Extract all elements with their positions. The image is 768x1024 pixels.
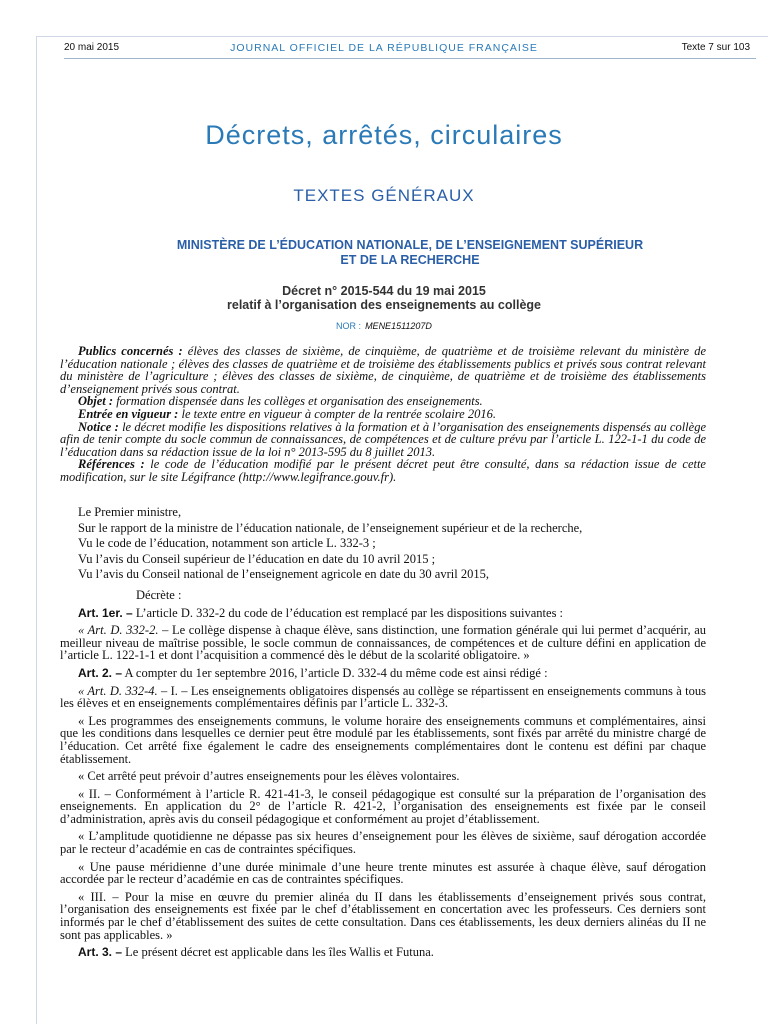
ministry-heading bbox=[60, 238, 760, 268]
decree-summary bbox=[60, 345, 706, 484]
publics-text: élèves des classes de sixième, de cinquième, de quatrième et de troisième relevant du ministère de l’éducation nationale ; élèves des classes de quatrième et de troisième des établissements publics et privés sous contrat relevant du ministère de l’agriculture ; élèves des classes de sixième, de cinquième, de quatrième et de troisième des établissements d’enseignement privés sous contrat. bbox=[60, 344, 706, 396]
article-3-label: Art. 3. – bbox=[78, 945, 123, 960]
publics-label: Publics concernés : bbox=[78, 344, 183, 358]
article-2-quote bbox=[60, 685, 706, 710]
paragraph-ii: « II. – Conformément à l’article R. 421-41-3, le conseil pédagogique est consulté sur la préparation de l’organisation des enseignements. En application du 2° de l’article R. 421-2, l’organisation des enseignements est fixée par le conseil d’administration, après avis du conseil pédagogique et conformément au projet d’établissement. bbox=[60, 786, 706, 826]
notice-label: Notice : bbox=[78, 419, 119, 434]
premier-ministre: Le Premier ministre, bbox=[78, 505, 182, 519]
paragraph-programmes: « Les programmes des enseignements communs, le volume horaire des enseignements communs et complémentaires, ainsi que les conditions dans lesquelles ce dernier peut être modulé par les établissements, sont fixés par arrêté du ministre chargé de l’éducation. Cet arrêté fixe également le cadre des enseignements complémentaires dont le contenu est défini par chaque établissement. bbox=[60, 713, 706, 766]
article-1-text: L’article D. 332-2 du code de l’éducation est remplacé par les dispositions suivantes : bbox=[132, 605, 564, 620]
objet-label: Objet : bbox=[78, 394, 114, 409]
section-title: TEXTES GÉNÉRAUX bbox=[293, 186, 475, 205]
decree-title bbox=[0, 284, 768, 312]
vu-line-2: Vu l’avis du Conseil supérieur de l’éducation en date du 10 avril 2015 ; bbox=[78, 551, 436, 566]
decree-number: Décret n° 2015-544 du 19 mai 2015 bbox=[282, 284, 486, 298]
article-1-label: Art. 1er. – bbox=[78, 605, 133, 620]
article-1-quote-ref: « Art. D. 332-2. – bbox=[78, 623, 169, 638]
article-1 bbox=[60, 607, 706, 620]
decree-subject: relatif à l’organisation des enseignements au collège bbox=[227, 298, 541, 312]
rapport-line: Sur le rapport de la ministre de l’éducation nationale, de l’enseignement supérieur et de la recherche, bbox=[78, 520, 583, 535]
paragraph-arrete: « Cet arrêté peut prévoir d’autres enseignements pour les élèves volontaires. bbox=[78, 769, 460, 784]
nor-label: NOR : bbox=[336, 321, 362, 331]
article-2-label: Art. 2. – bbox=[78, 665, 123, 680]
vu-line-1: Vu le code de l’éducation, notamment son article L. 332-3 ; bbox=[78, 536, 376, 551]
journal-title: JOURNAL OFFICIEL DE LA RÉPUBLIQUE FRANÇAISE bbox=[230, 42, 538, 54]
objet-text: formation dispensée dans les collèges et organisation des enseignements. bbox=[113, 394, 483, 409]
article-1-quote bbox=[60, 624, 706, 662]
main-title: Décrets, arrêtés, circulaires bbox=[205, 120, 563, 150]
page-indicator: Texte 7 sur 103 bbox=[681, 42, 750, 53]
entree-text: le texte entre en vigueur à compter de la rentrée scolaire 2016. bbox=[178, 406, 496, 421]
nor-reference bbox=[0, 321, 768, 331]
references-label: Références : bbox=[78, 457, 145, 472]
notice-text: le décret modifie les dispositions relatives à la formation et à l’organisation des enseignements dispensés au collège afin de tenir compte du socle commun de connaissances, de compétences et de culture prévu par l’article L. 122-1-1 du code de l’éducation dans sa rédaction issue de la loi n° 2013-595 du 8 juillet 2013. bbox=[60, 419, 706, 459]
nor-value: MENE1511207D bbox=[365, 321, 432, 331]
entree-label: Entrée en vigueur : bbox=[78, 406, 179, 421]
header-date: 20 mai 2015 bbox=[64, 42, 120, 53]
article-3-text: Le présent décret est applicable dans les îles Wallis et Futuna. bbox=[122, 945, 434, 960]
summary-notice bbox=[60, 421, 706, 459]
summary-publics bbox=[60, 345, 706, 395]
decrete-line: Décrète : bbox=[136, 587, 182, 602]
article-2-text: A compter du 1er septembre 2016, l’article D. 332-4 du même code est ainsi rédigé : bbox=[122, 665, 548, 680]
article-2-quote-text: I. – Les enseignements obligatoires dispensés au collège se répartissent en enseignements communs à tous les élèves et en enseignements complémentaires définis par l’article L. 332-3. bbox=[60, 683, 707, 711]
article-2 bbox=[60, 667, 706, 680]
page-header bbox=[0, 42, 768, 56]
paragraph-iii: « III. – Pour la mise en œuvre du premier alinéa du II dans les établissements d’enseignement privés sous contrat, l’organisation des enseignements est fixée par le chef d’établissement en concertation avec les professeurs. Ces derniers sont informés par le chef d’établissement des suites de cette consultation. Dans ces établissements, les deux derniers alinéas du II ne sont pas applicables. » bbox=[60, 889, 706, 942]
article-1-quote-text: Le collège dispense à chaque élève, sans distinction, une formation générale qui lui permet d’acquérir, au meilleur niveau de maîtrise possible, le socle commun de connaissances, de compétences et de culture défini en application de l’article L. 122-1-1 et dont l’acquisition a commencé dès le début de la scolarité obligatoire. » bbox=[60, 623, 707, 663]
references-text: le code de l’éducation modifié par le présent décret peut être consulté, dans sa rédaction issue de cette modification, sur le site Légifrance (http://www.legifrance.gouv.fr). bbox=[60, 457, 706, 484]
article-2-quote-ref: « Art. D. 332-4. – bbox=[78, 683, 168, 698]
decree-body bbox=[60, 506, 706, 959]
ministry-line-2: ET DE LA RECHERCHE bbox=[340, 253, 480, 267]
ministry-line-1: MINISTÈRE DE L’ÉDUCATION NATIONALE, DE L’ENSEIGNEMENT SUPÉRIEUR bbox=[176, 238, 644, 252]
vu-line-3: Vu l’avis du Conseil national de l’enseignement agricole en date du 30 avril 2015, bbox=[78, 567, 489, 582]
header-divider bbox=[64, 58, 756, 59]
article-3 bbox=[60, 946, 706, 959]
summary-references bbox=[60, 458, 706, 483]
paragraph-amplitude: « L’amplitude quotidienne ne dépasse pas six heures d’enseignement pour les élèves de sixième, sauf dérogation accordée par le recteur d’académie en cas de contraintes spécifiques. bbox=[60, 829, 706, 857]
paragraph-pause: « Une pause méridienne d’une durée minimale d’une heure trente minutes est assurée à chaque élève, sauf dérogation accordée par le recteur d’académie en cas de contraintes spécifiques. bbox=[60, 859, 706, 887]
